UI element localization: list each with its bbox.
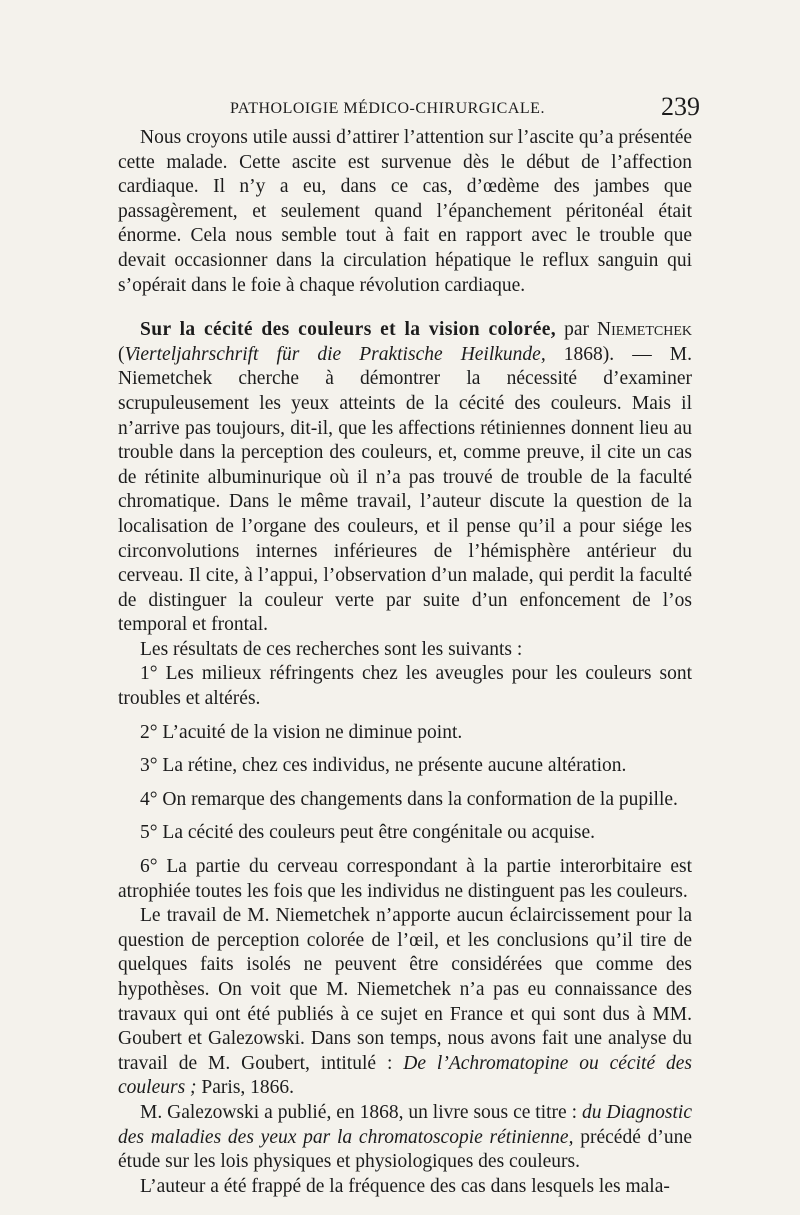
list-item: 4° On remarque des changements dans la conformation de la pupille.	[140, 788, 678, 810]
paragraph-results: Les résultats de ces recherches sont les suivants :	[140, 638, 523, 660]
paragraph-ascite: Nous croyons utile aussi d’attirer l’attention sur l’ascite qu’a présentée cette malade. Cette ascite est survenue dès le début de l’affection cardiaque. Il n’y a eu, dans ce cas, d’œdème des jambes que passagèrement, et seulement quand l’épanchement péritonéal était énorme. Cela nous semble tout à fait en rapport avec le trouble que devait occasionner dans la circulation hépatique le reflux sanguin qui s’opérait dans le foie à chaque révolution cardiaque.	[118, 127, 692, 296]
section-source-open: (	[118, 343, 125, 365]
list-item: 6° La partie du cerveau correspondant à la partie interorbitaire est atrophiée toutes les fois que les individus ne distinguent pas les couleurs.	[118, 856, 692, 902]
list-item: 5° La cécité des couleurs peut être congénitale ou acquise.	[140, 822, 596, 844]
section-year: 1868).	[563, 343, 615, 365]
section-text: — M. Niemetchek cherche à démontrer la nécessité d’examiner scrupuleusement les yeux atteints de la cécité des couleurs. Mais il n’arrive pas toujours, dit-il, que les affections rétiniennes donnent lieu au trouble dans la perception des couleurs, et, comme preuve, il cite un cas de rétinite albuminurique où il n’a pas trouvé de trouble de la faculté chromatique. Dans le même travail, l’auteur discute la question de la localisation de l’organe des couleurs, et il pense qu’il a pour siége les circonvolutions internes inférieures de l’hémisphère antérieur du cerveau. Il cite, à l’appui, l’observation d’un malade, qui perdit la faculté de distinguer la couleur verte par suite d’un enfoncement de l’os temporal et frontal.	[118, 343, 693, 636]
section-par: par	[564, 319, 590, 341]
page-body	[118, 126, 692, 1199]
page-header	[118, 88, 700, 122]
section-source: Vierteljahrschrift für die Praktische Heilkunde,	[124, 343, 546, 365]
paragraph-critique	[118, 904, 692, 1101]
section-author: Niemetchek	[597, 319, 693, 341]
paragraph-last: L’auteur a été frappé de la fréquence des cas dans lesquels les mala-	[140, 1175, 670, 1197]
list-item: 3° La rétine, chez ces individus, ne présente aucune altération.	[140, 755, 627, 777]
section-paragraph	[118, 318, 692, 638]
critique-book-title: De l’Achromatopine ou cécité des couleurs ;	[118, 1052, 692, 1099]
running-title: PATHOLOIGIE MÉDICO-CHIRURGICALE.	[230, 100, 545, 117]
page-number: 239	[661, 92, 700, 121]
list-item: 2° L’acuité de la vision ne diminue point.	[140, 721, 463, 743]
galezowski-book-title: du Diagnostic des maladies des yeux par la chromatoscopie rétinienne,	[118, 1101, 693, 1148]
list-item: 1° Les milieux réfringents chez les aveugles pour les couleurs sont troubles et altérés.	[118, 663, 692, 710]
section-title: Sur la cécité des couleurs et la vision colorée,	[140, 319, 557, 341]
paragraph-galezowski	[118, 1101, 692, 1175]
galezowski-end: précédé d’une étude sur les lois physiques et physiologiques des couleurs.	[118, 1126, 693, 1173]
critique-text: Le travail de M. Niemetchek n’apporte aucun éclaircissement pour la question de perception colorée de l’œil, et les conclusions qu’il tire de quelques faits isolés ne peuvent être considérées que comme des hypothèses. On voit que M. Niemetchek n’a pas eu connaissance des travaux qui ont été publiés à ce sujet en France et qui sont dus à MM. Goubert et Galezowski. Dans son temps, nous avons fait une analyse du travail de M. Goubert, intitulé :	[118, 905, 692, 1074]
galezowski-text: M. Galezowski a publié, en 1868, un livre sous ce titre :	[140, 1101, 578, 1123]
critique-end: Paris, 1866.	[201, 1077, 295, 1099]
